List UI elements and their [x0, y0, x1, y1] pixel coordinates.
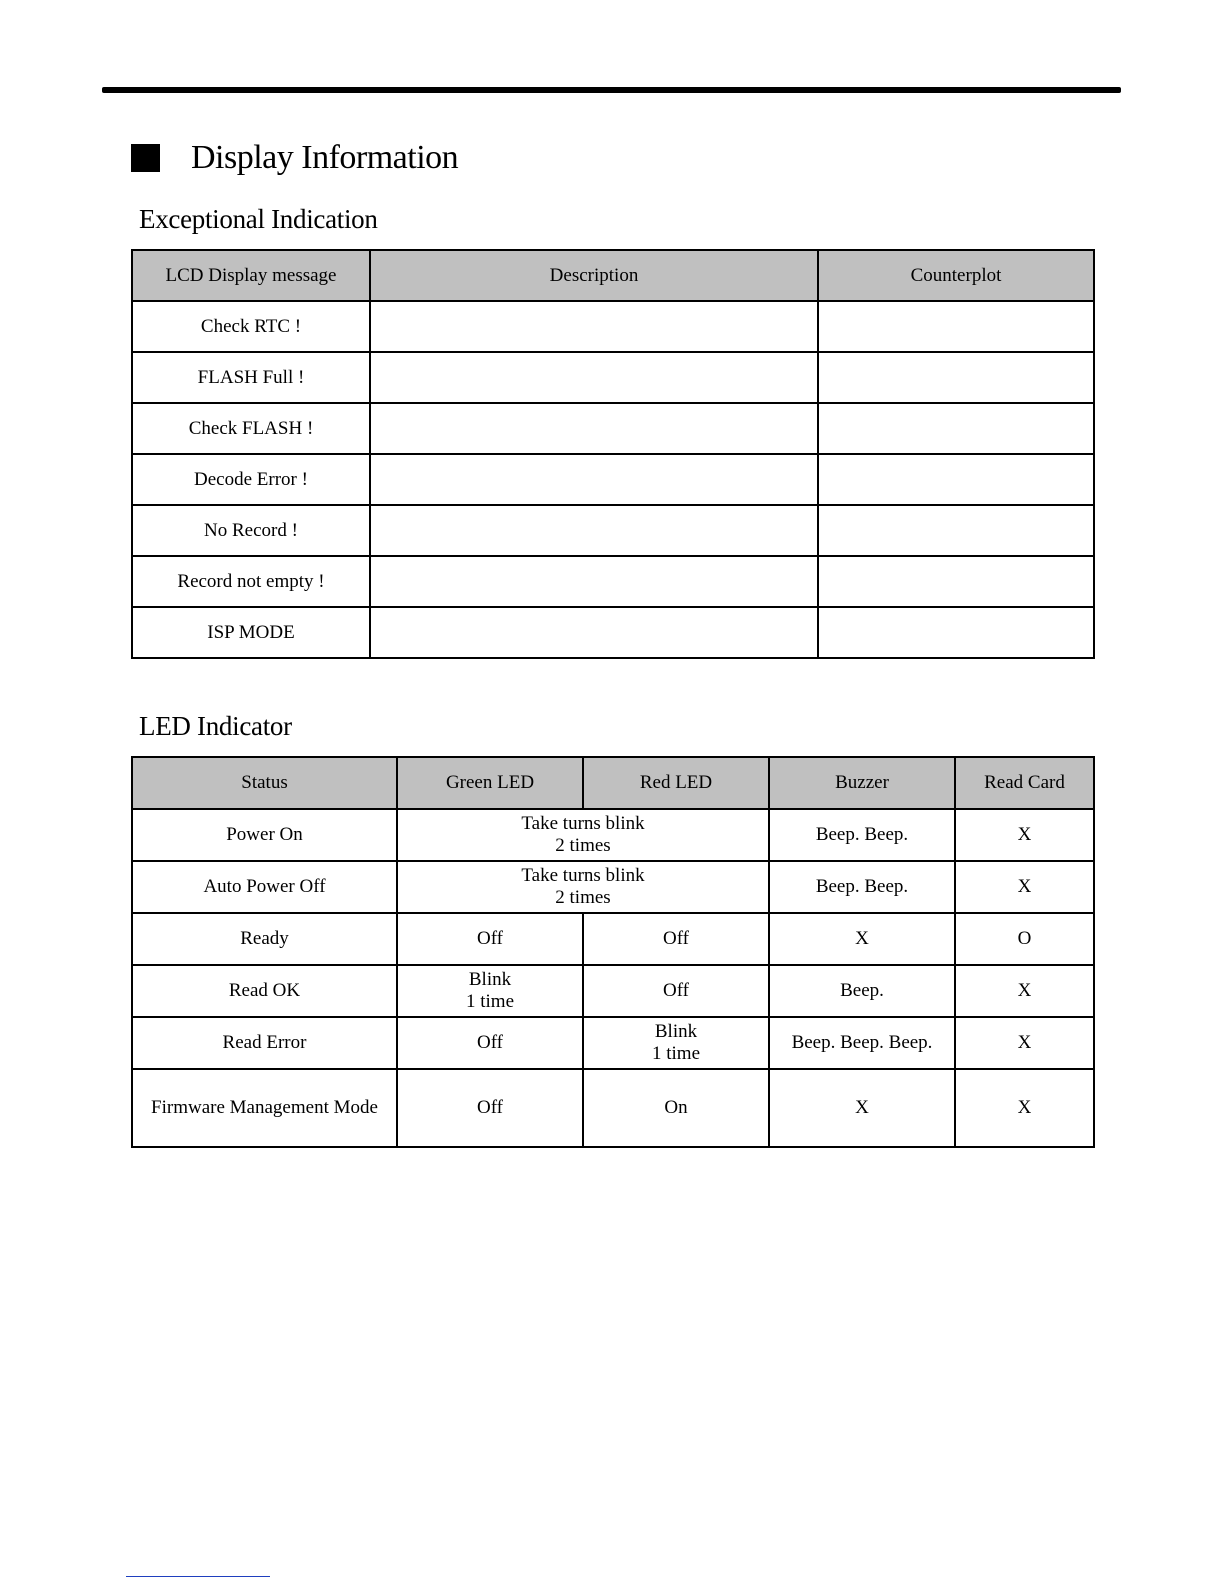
red-led-line-2: 1 time: [651, 1043, 701, 1064]
red-led-cell: Off: [583, 913, 769, 965]
status-cell: Read OK: [132, 965, 397, 1017]
buzzer-cell: Beep. Beep.: [769, 861, 955, 913]
lcd-message-cell: No Record !: [132, 505, 370, 556]
read-card-cell: X: [955, 1069, 1094, 1147]
table-row: [132, 809, 1094, 861]
green-led-line-1: Blink: [468, 969, 512, 990]
status-cell: Auto Power Off: [132, 861, 397, 913]
table-row: [132, 301, 1094, 352]
led-line-2: 2 times: [555, 887, 611, 908]
section-title-exceptional: Exceptional Indication: [139, 204, 378, 234]
description-cell: [370, 352, 818, 403]
led-line-1: Take turns blink: [521, 813, 645, 834]
header-description: Description: [370, 250, 818, 301]
red-led-cell: [583, 1017, 769, 1069]
counterplot-cell: [818, 454, 1094, 505]
read-card-cell: X: [955, 1017, 1094, 1069]
table-row: [132, 352, 1094, 403]
lcd-message-cell: Check FLASH !: [132, 403, 370, 454]
green-led-cell: Off: [397, 1069, 583, 1147]
buzzer-cell: X: [769, 913, 955, 965]
led-line-1: Take turns blink: [521, 865, 645, 886]
header-read-card: Read Card: [955, 757, 1094, 809]
read-card-cell: X: [955, 861, 1094, 913]
counterplot-cell: [818, 607, 1094, 658]
table-row: [132, 505, 1094, 556]
status-cell: Ready: [132, 913, 397, 965]
table-row: [132, 965, 1094, 1017]
led-indicator-table: [131, 756, 1095, 1148]
green-led-cell: [397, 965, 583, 1017]
table-row: [132, 913, 1094, 965]
lcd-message-cell: FLASH Full !: [132, 352, 370, 403]
green-led-cell: Off: [397, 1017, 583, 1069]
header-status: Status: [132, 757, 397, 809]
read-card-cell: X: [955, 809, 1094, 861]
page-heading: [131, 136, 458, 180]
header-buzzer: Buzzer: [769, 757, 955, 809]
buzzer-cell: X: [769, 1069, 955, 1147]
section-title-led: LED Indicator: [139, 711, 292, 741]
table-row: [132, 607, 1094, 658]
buzzer-cell: Beep. Beep.: [769, 809, 955, 861]
red-led-line-1: Blink: [654, 1021, 698, 1042]
page-title: Display Information: [191, 139, 459, 176]
buzzer-cell: Beep. Beep. Beep.: [769, 1017, 955, 1069]
table-row: [132, 556, 1094, 607]
status-cell: Read Error: [132, 1017, 397, 1069]
red-led-cell: On: [583, 1069, 769, 1147]
led-merged-cell: [397, 809, 769, 861]
exceptional-table: [131, 249, 1095, 659]
footer-link-underline: [126, 1576, 270, 1577]
description-cell: [370, 403, 818, 454]
table-row: [132, 454, 1094, 505]
read-card-cell: O: [955, 913, 1094, 965]
counterplot-cell: [818, 352, 1094, 403]
led-line-2: 2 times: [555, 835, 611, 856]
table-row: [132, 403, 1094, 454]
description-cell: [370, 454, 818, 505]
table-row: [132, 861, 1094, 913]
counterplot-cell: [818, 403, 1094, 454]
lcd-message-cell: Decode Error !: [132, 454, 370, 505]
status-cell: Power On: [132, 809, 397, 861]
description-cell: [370, 505, 818, 556]
lcd-message-cell: Check RTC !: [132, 301, 370, 352]
green-led-line-2: 1 time: [465, 991, 515, 1012]
header-lcd-message: LCD Display message: [132, 250, 370, 301]
description-cell: [370, 301, 818, 352]
counterplot-cell: [818, 505, 1094, 556]
counterplot-cell: [818, 556, 1094, 607]
led-merged-cell: [397, 861, 769, 913]
lcd-message-cell: ISP MODE: [132, 607, 370, 658]
square-bullet-icon: [131, 144, 160, 172]
green-led-cell: Off: [397, 913, 583, 965]
header-red-led: Red LED: [583, 757, 769, 809]
table-row: [132, 1069, 1094, 1147]
lcd-message-cell: Record not empty !: [132, 556, 370, 607]
top-rule: [102, 87, 1121, 93]
counterplot-cell: [818, 301, 1094, 352]
buzzer-cell: Beep.: [769, 965, 955, 1017]
read-card-cell: X: [955, 965, 1094, 1017]
table-header-row: [132, 757, 1094, 809]
header-green-led: Green LED: [397, 757, 583, 809]
red-led-cell: Off: [583, 965, 769, 1017]
description-cell: [370, 556, 818, 607]
table-row: [132, 1017, 1094, 1069]
header-counterplot: Counterplot: [818, 250, 1094, 301]
status-cell: Firmware Management Mode: [132, 1069, 397, 1147]
table-header-row: [132, 250, 1094, 301]
description-cell: [370, 607, 818, 658]
